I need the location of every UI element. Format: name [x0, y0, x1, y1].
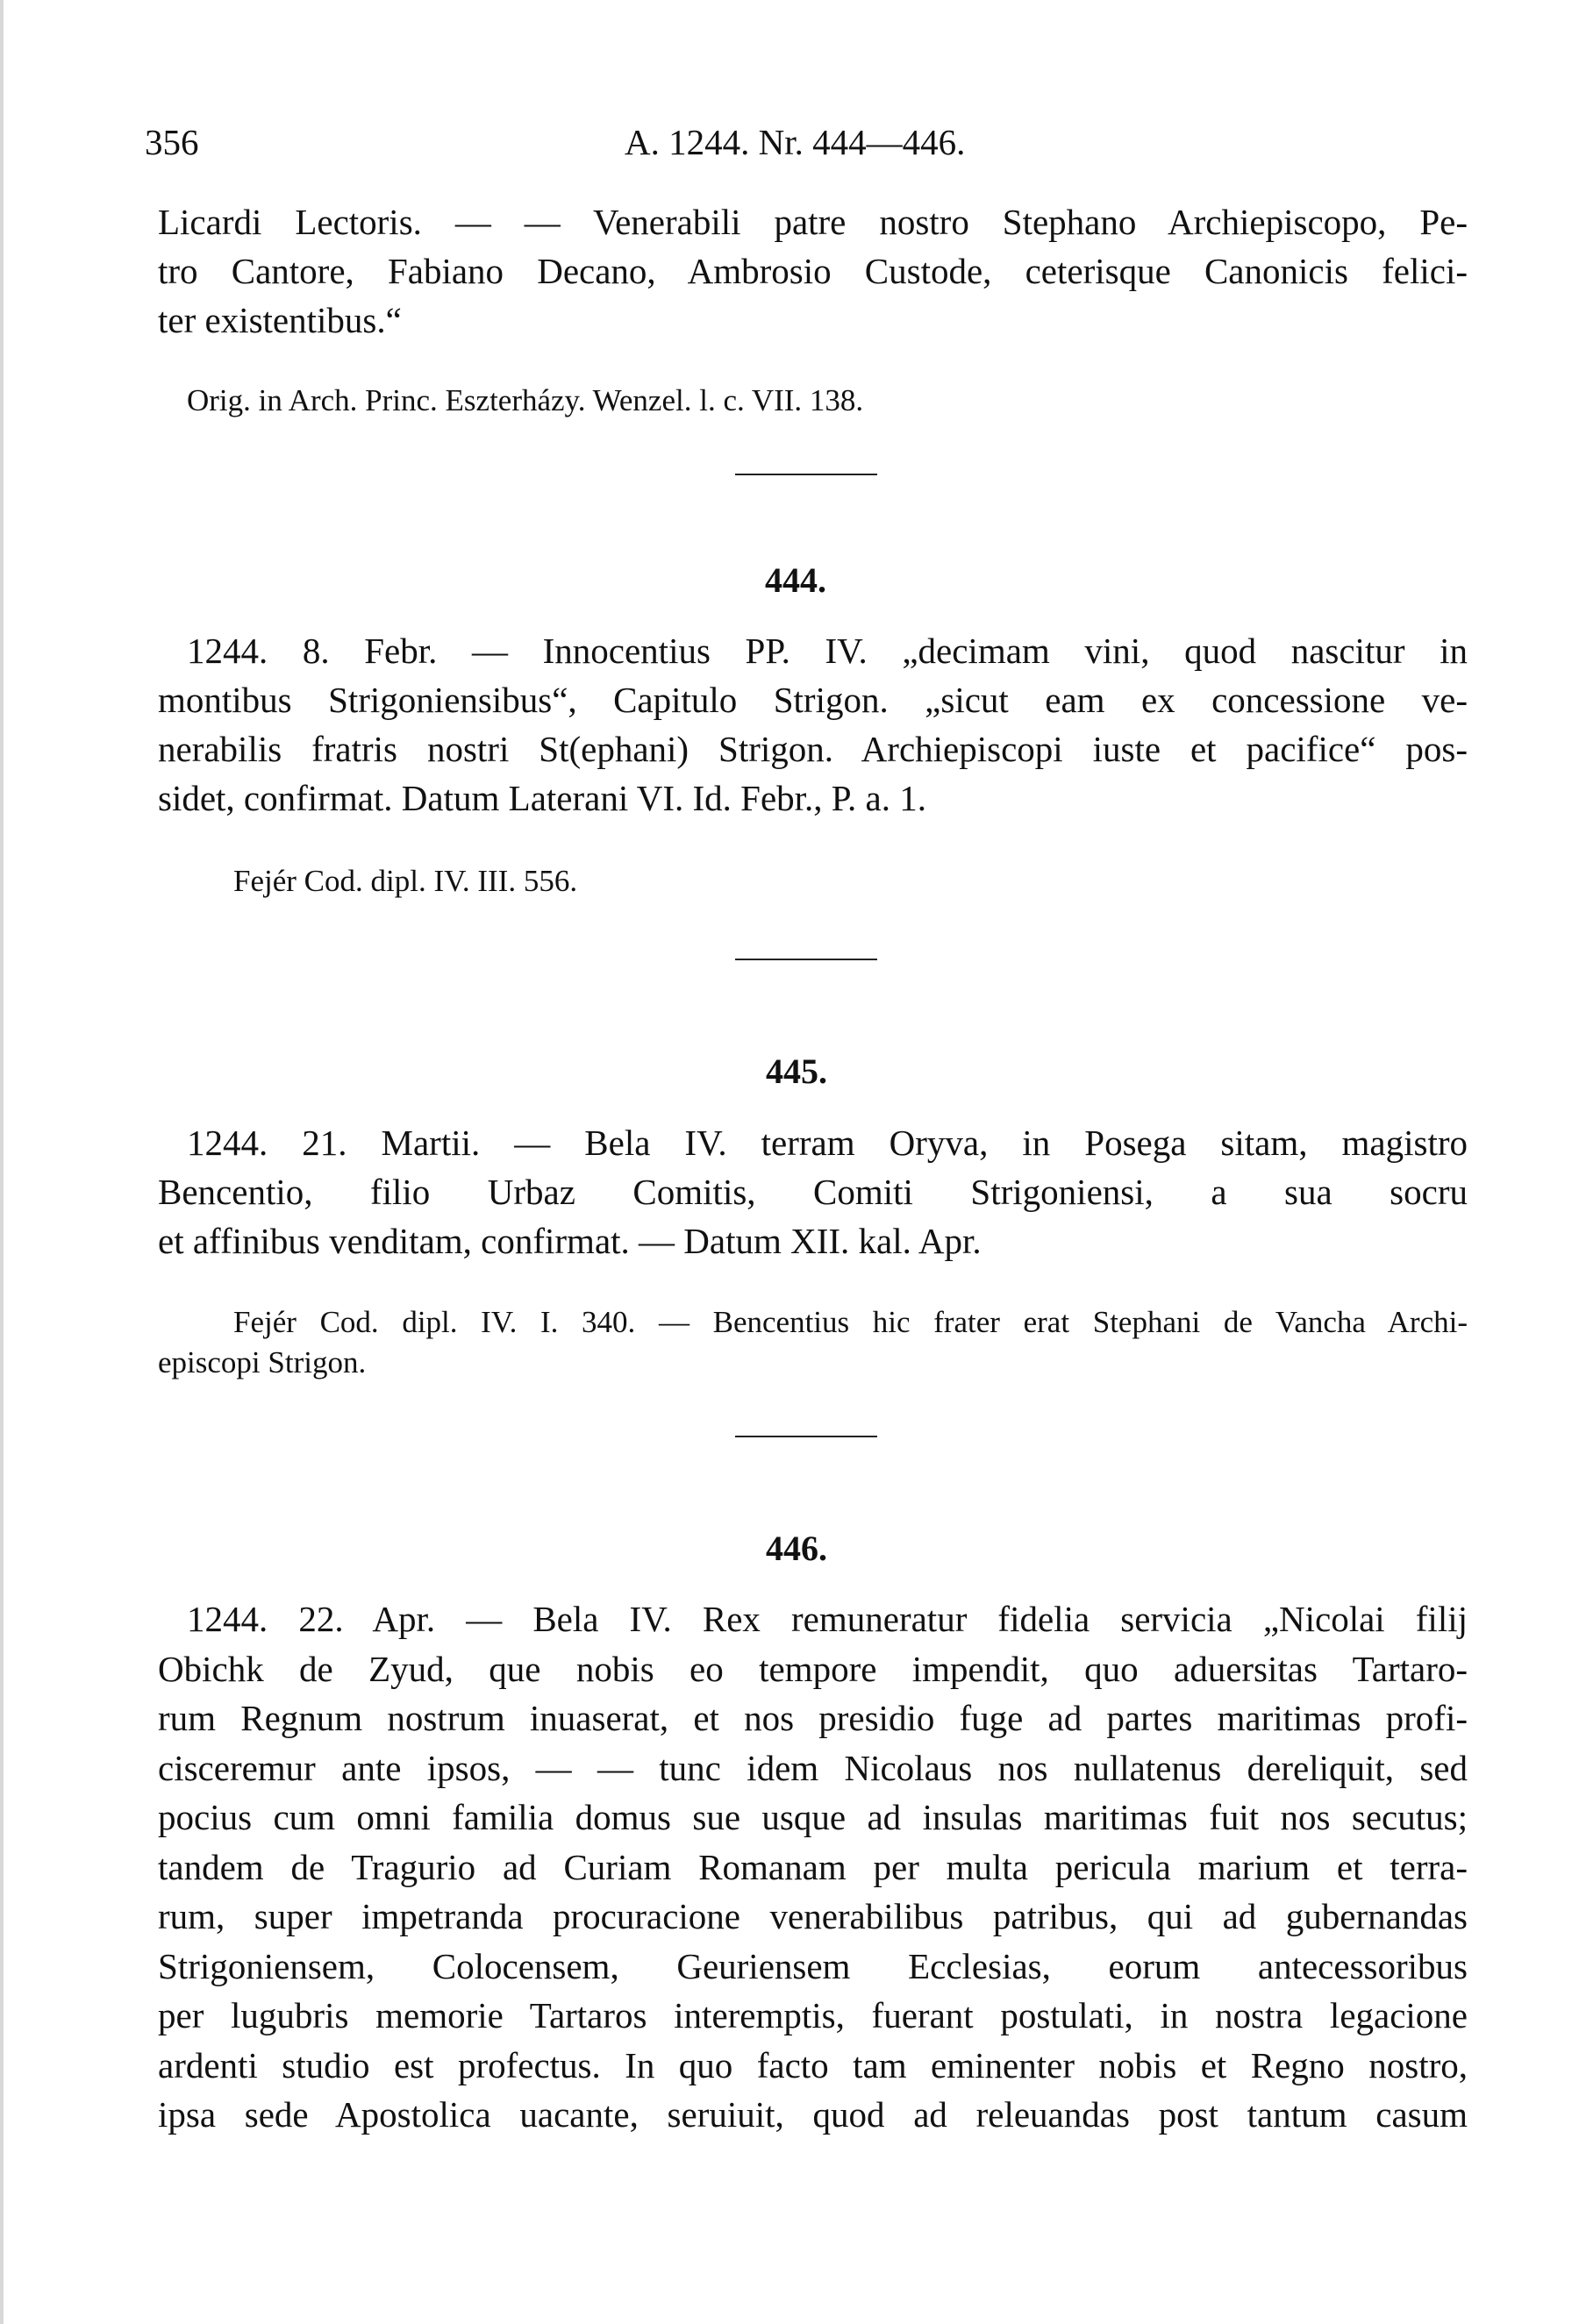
text-line: 1244. 8. Febr. — Innocentius PP. IV. „decimam vini, quod nascitur in — [187, 631, 1468, 671]
entry-number: 446. — [766, 1529, 827, 1568]
section-rule — [735, 1436, 877, 1437]
text-line: per lugubris memorie Tartaros interemptis, fuerant postulati, in nostra legacione — [158, 1995, 1468, 2035]
text-line: Licardi Lectoris. — — Venerabili patre nostro Stephano Archiepiscopo, Pe- — [158, 202, 1468, 242]
section-rule — [735, 959, 877, 960]
entry-number: 445. — [766, 1052, 827, 1091]
running-head: A. 1244. Nr. 444—446. — [625, 122, 966, 162]
text-line: 1244. 21. Martii. — Bela IV. terram Oryva, in Posega sitam, magistro — [187, 1123, 1468, 1163]
source-note: Orig. in Arch. Princ. Eszterházy. Wenzel. l. c. VII. 138. — [187, 383, 864, 417]
text-line: Bencentio, filio Urbaz Comitis, Comiti Strigoniensi, a sua socru — [158, 1172, 1468, 1212]
text-line: Strigoniensem, Colocensem, Geuriensem Ecclesias, eorum antecessoribus — [158, 1945, 1468, 1986]
note-line: episcopi Strigon. — [158, 1345, 367, 1379]
text-line: rum Regnum nostrum inuaserat, et nos presidio fuge ad partes maritimas profi- — [158, 1698, 1468, 1738]
entry-number: 444. — [765, 560, 826, 600]
text-line: nerabilis fratris nostri St(ephani) Strigon. Archiepiscopi iuste et pacifice“ pos- — [158, 729, 1468, 769]
entry-paragraph — [158, 1594, 1468, 2140]
source-note: Fejér Cod. dipl. IV. III. 556. — [233, 864, 578, 898]
source-note — [158, 1302, 1468, 1383]
text-line: ipsa sede Apostolica uacante, seruiuit, quod ad releuandas post tantum casum — [158, 2094, 1468, 2135]
section-rule — [735, 474, 877, 475]
entry-paragraph — [158, 1118, 1468, 1265]
note-line: Fejér Cod. dipl. IV. I. 340. — Bencentius hic frater erat Stephani de Vancha Archi- — [233, 1305, 1468, 1339]
entry-paragraph — [158, 626, 1468, 823]
text-line: 1244. 22. Apr. — Bela IV. Rex remuneratur fidelia servicia „Nicolai filij — [187, 1599, 1468, 1639]
continuation-paragraph — [158, 197, 1468, 345]
text-line: rum, super impetranda procuracione venerabilibus patribus, qui ad gubernandas — [158, 1896, 1468, 1936]
text-line: ter existentibus.“ — [158, 300, 402, 340]
text-line: Obichk de Zyud, que nobis eo tempore impendit, quo aduersitas Tartaro- — [158, 1648, 1468, 1689]
text-line: montibus Strigoniensibus“, Capitulo Strigon. „sicut eam ex concessione ve- — [158, 680, 1468, 720]
page-number: 356 — [145, 122, 199, 162]
text-line: cisceremur ante ipsos, — — tunc idem Nicolaus nos nullatenus dereliquit, sed — [158, 1747, 1468, 1788]
text-line: sidet, confirmat. Datum Laterani VI. Id. Febr., P. a. 1. — [158, 778, 926, 818]
text-line: et affinibus venditam, confirmat. — Datum XII. kal. Apr. — [158, 1221, 982, 1261]
text-line: pocius cum omni familia domus sue usque ad insulas maritimas fuit nos secutus; — [158, 1797, 1468, 1837]
text-line: tandem de Tragurio ad Curiam Romanam per multa pericula marium et terra- — [158, 1846, 1468, 1887]
scan-edge — [0, 0, 4, 2324]
text-line: tro Cantore, Fabiano Decano, Ambrosio Custode, ceterisque Canonicis felici- — [158, 251, 1468, 291]
text-line: ardenti studio est profectus. In quo facto tam eminenter nobis et Regno nostro, — [158, 2044, 1468, 2085]
